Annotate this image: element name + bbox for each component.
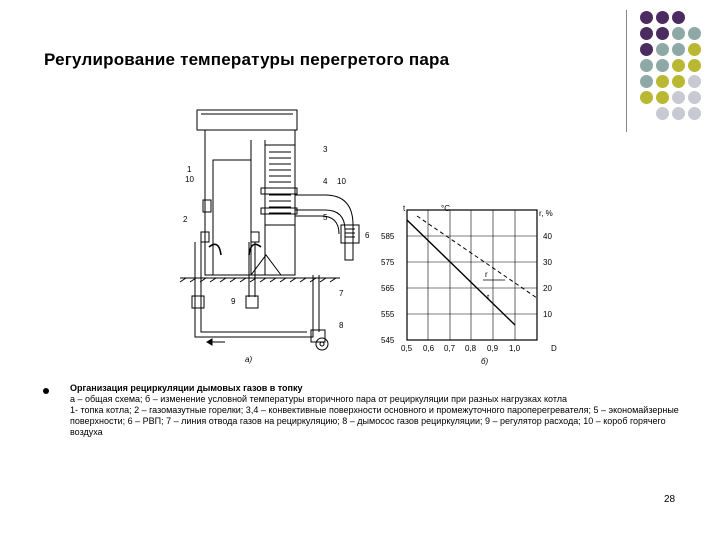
left-tick-555: 555 xyxy=(381,310,395,319)
decor-dot xyxy=(656,11,669,24)
caption-heading: Организация рециркуляции дымовых газов в топку xyxy=(70,383,303,393)
left-tick-545: 545 xyxy=(381,336,395,345)
decor-dot xyxy=(640,91,653,104)
decor-dot xyxy=(640,11,653,24)
y-right-axis-label: r, % xyxy=(539,209,553,218)
callout-10: 10 xyxy=(185,175,194,184)
decor-dot xyxy=(672,27,685,40)
decor-dot xyxy=(656,59,669,72)
decor-dot xyxy=(656,27,669,40)
decor-dot xyxy=(688,91,701,104)
decor-dot xyxy=(656,75,669,88)
right-tick-10: 10 xyxy=(543,310,552,319)
decor-dot xyxy=(640,43,653,56)
figure-caption xyxy=(70,383,680,438)
left-tick-585: 585 xyxy=(381,232,395,241)
x-tick-0-7: 0,7 xyxy=(444,344,456,353)
boiler-schematic xyxy=(180,110,359,350)
decor-dot xyxy=(672,59,685,72)
decor-dot xyxy=(640,75,653,88)
x-tick-0-8: 0,8 xyxy=(465,344,477,353)
decor-dot xyxy=(672,11,685,24)
y-left-axis-unit: °C xyxy=(441,204,450,213)
bullet-icon xyxy=(43,388,49,394)
callout-7: 7 xyxy=(339,289,344,298)
x-tick-1-0: 1,0 xyxy=(509,344,521,353)
caption-line-a: а – общая схема; б – изменение условной температуры вторичного пара от рециркуляции при разных нагрузках котла xyxy=(70,394,568,404)
caption-line-b: 1- топка котла; 2 – газомазутные горелки; 3,4 – конвективные поверхности основного и промежуточного пароперегревателя; 5 – экономайзерные поверхности; 6 – РВП; 7 – линия отвода газов на рециркуляцию; 8 – дымосос газов рециркуляции; 9 – регулятор расхода; 10 – короб горячего воздуха xyxy=(70,405,679,437)
left-tick-575: 575 xyxy=(381,258,395,267)
callout-8: 8 xyxy=(339,321,344,330)
callout-4: 4 xyxy=(323,177,328,186)
decor-dot xyxy=(672,75,685,88)
callout-6: 6 xyxy=(365,231,370,240)
y-left-axis-label: t xyxy=(403,204,406,213)
decor-dot xyxy=(656,107,669,120)
callout-1: 1 xyxy=(187,165,192,174)
left-tick-565: 565 xyxy=(381,284,395,293)
panel-a-caption: a) xyxy=(245,355,253,364)
decor-dot xyxy=(640,59,653,72)
decor-dot xyxy=(640,27,653,40)
decor-dot xyxy=(672,43,685,56)
decor-dot xyxy=(688,43,701,56)
inner-label-r: r xyxy=(485,270,488,279)
decor-dot xyxy=(656,91,669,104)
decor-dot xyxy=(672,91,685,104)
x-tick-0-5: 0,5 xyxy=(401,344,413,353)
panel-b-caption: б) xyxy=(481,357,489,366)
decor-dot xyxy=(656,43,669,56)
x-tick-0-9: 0,9 xyxy=(487,344,499,353)
callout-3: 3 xyxy=(323,145,328,154)
recirculation-figure xyxy=(165,100,585,370)
slide-title: Регулирование температуры перегретого пара xyxy=(44,50,450,69)
right-tick-40: 40 xyxy=(543,232,552,241)
callout-9: 9 xyxy=(231,297,236,306)
x-axis-label: D xyxy=(551,344,557,353)
decor-vertical-line xyxy=(626,10,627,132)
right-tick-30: 30 xyxy=(543,258,552,267)
page-number: 28 xyxy=(664,494,676,505)
decor-dot xyxy=(688,59,701,72)
callout-10b: 10 xyxy=(337,177,346,186)
decor-dot xyxy=(688,107,701,120)
callout-5: 5 xyxy=(323,213,328,222)
inner-label-t: t xyxy=(487,293,490,302)
decor-dot xyxy=(672,107,685,120)
right-tick-20: 20 xyxy=(543,284,552,293)
schematic-callouts xyxy=(183,145,370,364)
decor-dot xyxy=(688,75,701,88)
decor-dot xyxy=(688,27,701,40)
x-tick-0-6: 0,6 xyxy=(423,344,435,353)
recirculation-graph xyxy=(381,204,557,366)
callout-2: 2 xyxy=(183,215,188,224)
